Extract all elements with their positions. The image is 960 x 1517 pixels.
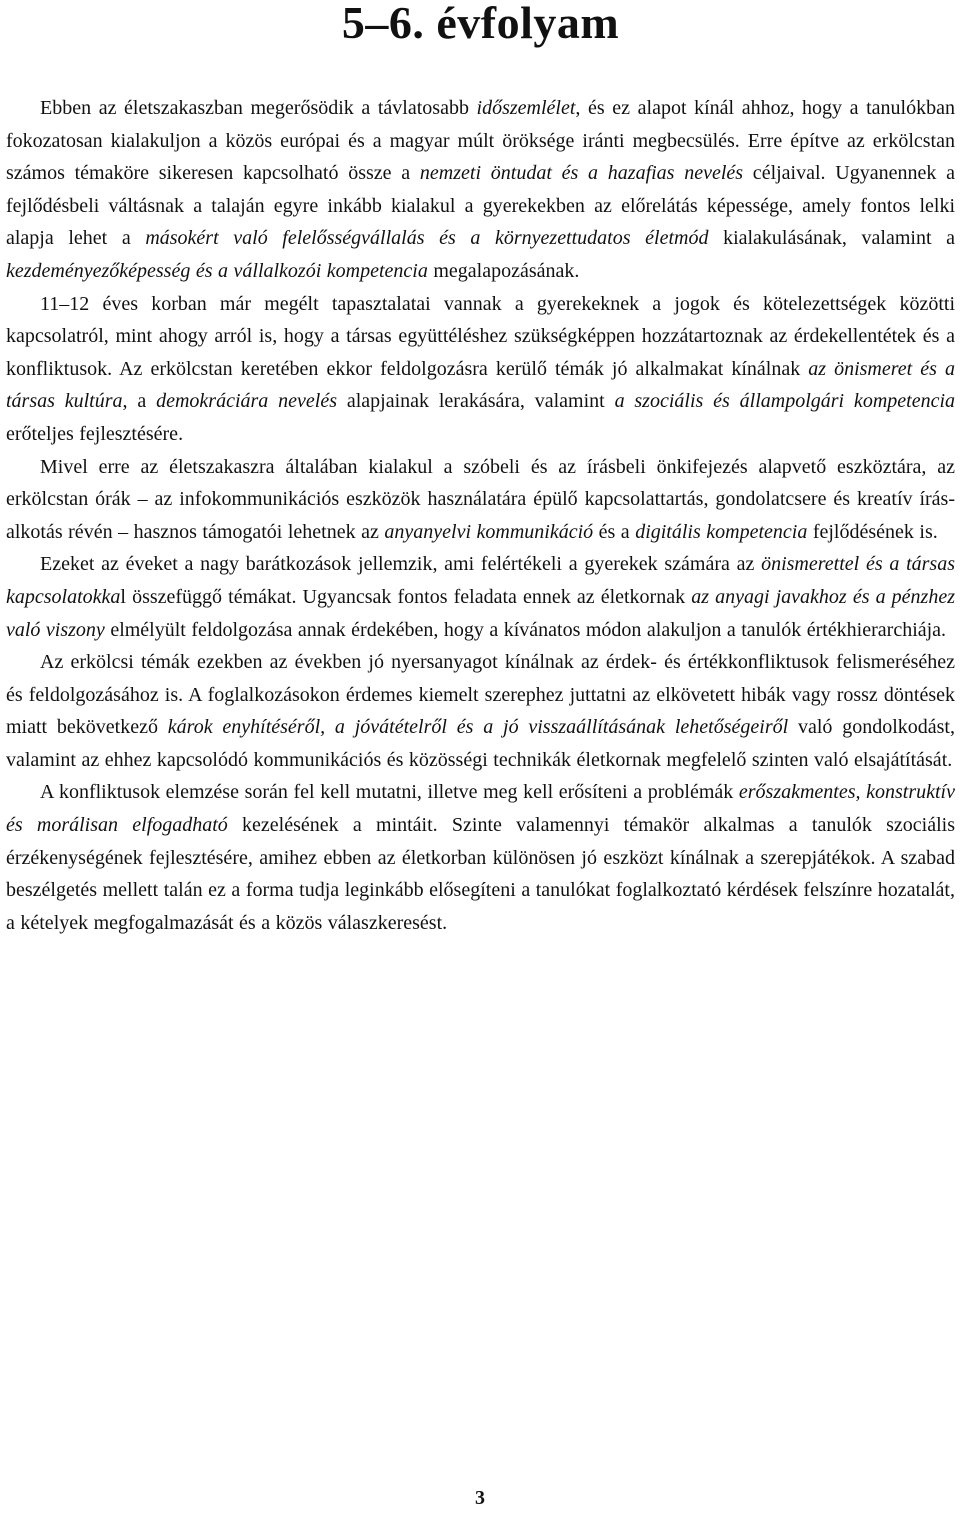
text-run: Mivel erre az életszakaszra általában kialakul a szóbeli és az írásbeli önkifejezés alapvető eszköztára, az erkölcstan órák – az infokommunikációs eszközök használatára épülő kapcsolattartás, gondolatcsere és kreatív írás-alkotás révén – hasznos támogatói lehetnek az: [6, 455, 955, 543]
document-page: [6, 0, 955, 939]
paragraph-6: [6, 776, 955, 939]
text-run: elmélyült feldolgozása annak érdekében, hogy a kívánatos módon alakuljon a tanulók értékhierarchiája.: [104, 618, 947, 641]
text-run: A konfliktusok elemzése során fel kell mutatni, illetve meg kell erősíteni a problémák: [40, 781, 739, 804]
text-run: kezelésének a mintáit. Szinte valamennyi témakör alkalmas a tanulók szociális érzékenységének fejlesztésére, amihez ebben az életkorban különösen jó eszközt kínálnak a szerepjátékok. A szabad beszélgetés mellett talán ez a forma tudja leginkább elősegíteni a tanulókat foglalkoztató kérdések felszínre hozatalát, a kételyek megfogalmazását és a közös válaszkeresést.: [6, 814, 955, 934]
paragraph-4: [6, 548, 955, 646]
text-run: erőteljes fejlesztésére.: [6, 422, 184, 445]
text-run: Az erkölcsi témák ezekben az években jó nyersanyagot kínálnak az érdek- és értékkonfliktusok felismeréséhez és feldolgozásához is. A foglalkozásokon érdemes kiemelt szerephez juttatni az elkövetett hibák vagy rossz döntések miatt bekövetkező: [6, 651, 955, 739]
paragraph-5: [6, 646, 955, 776]
text-run: Ezeket az éveket a nagy barátkozások jellemzik, ami felértékeli a gyerekek számára az: [40, 553, 762, 576]
text-run: fejlődésének is.: [807, 520, 938, 543]
page-title: 5–6. évfolyam: [341, 0, 620, 48]
text-run: , és ez alapot kínál ahhoz, hogy a tanulókban fokozatosan kialakuljon a közös európai és a magyar múlt öröksége iránti megbecsülés. Erre építve az erkölcstan számos témaköre sikeresen kapcsolható össze a: [6, 97, 955, 185]
text-run: megalapozásának.: [427, 259, 580, 282]
text-run: l összefüggő témákat. Ugyancsak fontos feladata ennek az életkornak: [120, 585, 692, 608]
body-text: [6, 92, 955, 939]
italic-text-run: az anyagi javakhoz és a pénzhez való viszony: [6, 585, 955, 641]
page-number: 3: [475, 1487, 485, 1509]
text-run: Ebben az életszakaszban megerősödik a távlatosabb: [40, 97, 477, 119]
italic-text-run: másokért való felelősségvállalás és a környezettudatos életmód: [145, 227, 709, 250]
text-run: kialakulásának, valamint a: [708, 227, 955, 250]
text-run: 11–12 éves korban már megélt tapasztalatai vannak a gyerekeknek a jogok és kötelezettségek közötti kapcsolatról, mint ahogy arról is, hogy a társas együttéléshez szükségképpen hozzátartoznak az érdekellentétek és a konfliktusok. Az erkölcstan keretében ekkor feldolgozásra kerülő témák jó alkalmakat kínálnak: [6, 292, 955, 380]
paragraph-2: [6, 288, 955, 451]
italic-text-run: demokráciára nevelés: [156, 390, 337, 413]
italic-text-run: a szociális és állampolgári kompetencia: [614, 390, 956, 413]
paragraph-1: [6, 92, 955, 288]
italic-text-run: károk enyhítéséről, a jóvátételről és a jó visszaállításának lehetőségeiről: [167, 716, 789, 739]
italic-text-run: kezdeményezőképesség és a vállalkozói kompetencia: [6, 259, 428, 282]
italic-text-run: digitális kompetencia: [635, 520, 808, 543]
paragraph-3: [6, 451, 955, 549]
italic-text-run: önismerettel és a társas kapcsolatokka: [6, 553, 955, 608]
italic-text-run: anyanyelvi kommunikáció: [384, 520, 594, 543]
text-run: , a: [122, 390, 157, 413]
text-run: és a: [593, 520, 636, 543]
text-run: alapjainak lerakására, valamint: [336, 390, 615, 413]
text-run: céljaival. Ugyanennek a fejlődésbeli váltásnak a talaján egyre inkább kialakul a gyerekekben az előrelátás képessége, amely fontos lelki alapja lehet a: [6, 162, 955, 250]
text-run: való gondolkodást, valamint az ehhez kapcsolódó kommunikációs és közösségi technikák életkornak megfelelő szinten való elsajátítását.: [6, 716, 955, 771]
italic-text-run: nemzeti öntudat és a hazafias nevelés: [419, 162, 744, 185]
italic-text-run: időszemlélet: [476, 97, 576, 119]
italic-text-run: erőszakmentes, konstruktív és morálisan elfogadható: [6, 781, 955, 837]
italic-text-run: az önismeret és a társas kultúra: [6, 357, 955, 413]
